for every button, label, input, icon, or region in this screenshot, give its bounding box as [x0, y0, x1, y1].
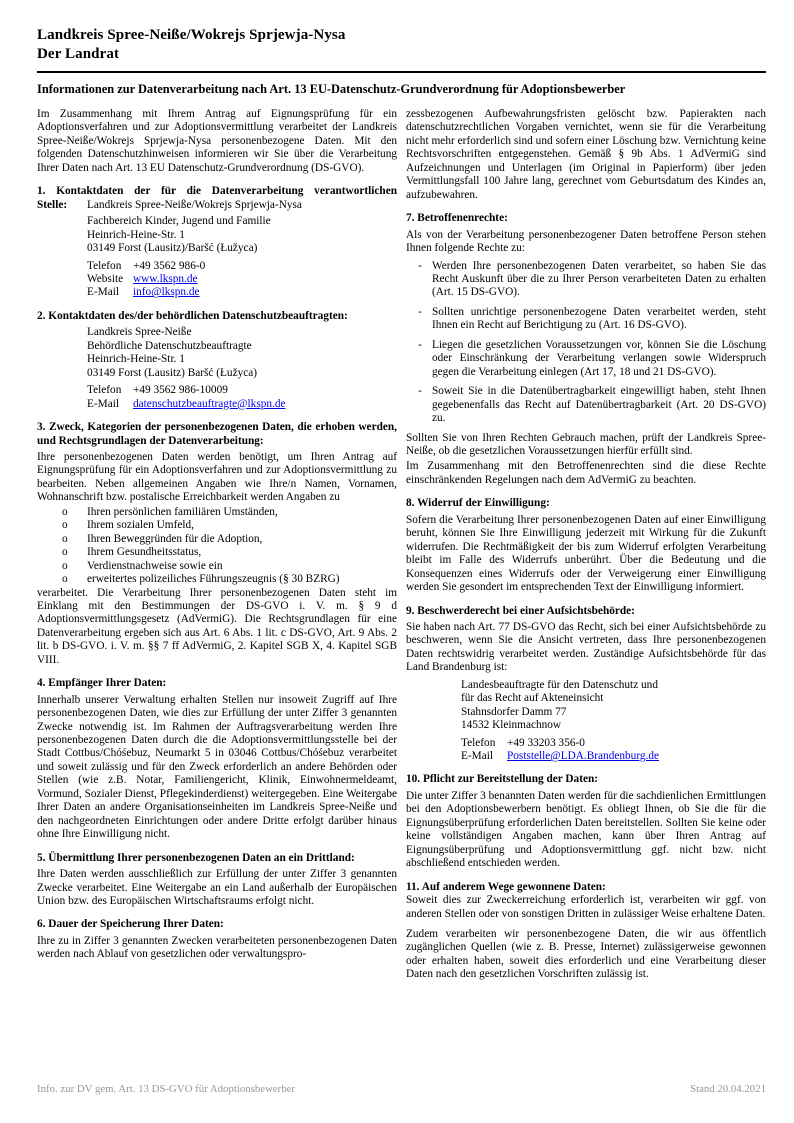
contact-row — [87, 384, 397, 397]
dash-item: - Liegen die gesetzlichen Voraussetzungen vor, können Sie die Löschung oder Einschränkung der Verarbeitung verlangen sowie Widerspruch gegen die Verarbeitung einlegen (Art 17, 18 und 21 DS-GVO). — [418, 338, 766, 378]
lda-email-link[interactable]: Poststelle@LDA.Brandenburg.de — [507, 750, 660, 763]
responsible-office-row — [37, 199, 397, 212]
address-line: Heinrich-Heine-Str. 1 — [87, 228, 185, 241]
bullet-item: o Ihrem Gesundheitsstatus, — [62, 546, 202, 559]
email-label: E-Mail — [87, 286, 119, 299]
section-9-paragraph: Sie haben nach Art. 77 DS-GVO das Recht, sich bei einer Aufsichtsbehörde zu beschweren, wenn Sie die Ansicht vertreten, dass Ihre personenbezogenen Daten rechtswidrig verarbeitet werden. Zuständige Aufsichtsbehörde für das Land Brandenburg ist: — [406, 620, 766, 674]
section-1-heading: 1. Kontaktdaten der für die Datenverarbeitung verantwortlichen — [37, 185, 397, 198]
address-line: Landkreis Spree-Neiße — [87, 326, 192, 339]
phone-label: Telefon — [87, 384, 122, 397]
section-7-rights-list — [406, 260, 766, 426]
authority-name: Landkreis Spree-Neiße/Wokrejs Sprjewja-Nysa — [37, 27, 346, 43]
section-3-paragraph: Ihre personenbezogenen Daten werden benötigt, um Ihren Antrag auf Eignungsprüfung für ein Adoptionsverfahren und zur Adoptionsvermittlung zu bearbeiten. Neben allgemeinen Angaben wie Ihre/n Namen, Vornamen, Wohnanschrift bzw. postalische Erreichbarkeit werden Angaben zu — [37, 450, 397, 504]
section-11-paragraph: Soweit dies zur Zweckerreichung erforderlich ist, verarbeiten wir ggf. von anderen Stellen oder von sonstigen Dritten in zulässiger Weise erhaltene Daten. — [406, 894, 766, 920]
phone-label: Telefon — [461, 736, 496, 749]
footer-document-label: Info. zur DV gem. Art. 13 DS-GVO für Adoptionsbewerber — [37, 1083, 295, 1095]
address-line: Heinrich-Heine-Str. 1 — [87, 353, 185, 366]
website-label: Website — [87, 272, 124, 285]
section-2-address — [87, 326, 397, 380]
intro-paragraph: Im Zusammenhang mit Ihrem Antrag auf Eignungsprüfung für ein Adoptionsverfahren und zur Adoptionsvermittlung verarbeitet der Landkreis Spree-Neiße/Wokrejs Sprjewja-Nysa personenbezogene Daten. Mit den folgenden Datenschutzhinweisen informieren wir Sie über die Verarbeitung Ihrer Daten nach Art. 13 EU Datenschutz-Grundverordnung (DS-GVO). — [37, 108, 397, 174]
section-7-paragraph: Sollten Sie von Ihren Rechten Gebrauch machen, prüft der Landkreis Spree-Neiße, ob die gesetzlichen Voraussetzungen hierfür erfüllt sind. — [406, 431, 766, 457]
section-2-contacts — [87, 384, 397, 411]
page-footer — [37, 1083, 766, 1095]
phone-label: Telefon — [87, 259, 122, 272]
header-rule — [37, 71, 766, 73]
left-column — [37, 108, 397, 989]
dpo-email-link[interactable]: datenschutzbeauftragte@lkspn.de — [133, 397, 286, 410]
section-3-heading: 3. Zweck, Kategorien der personenbezogenen Daten, die erhoben werden, und Rechtsgrundlagen der Datenverarbeitung: — [37, 421, 397, 447]
email-label: E-Mail — [461, 750, 493, 763]
dash-item: - Sollten unrichtige personenbezogene Daten verarbeitet werden, steht Ihnen ein Recht auf Berichtigung zu (Art. 16 DS-GVO). — [418, 305, 766, 332]
section-2-heading: 2. Kontaktdaten des/der behördlichen Datenschutzbeauftragten: — [37, 309, 348, 322]
contact-row — [87, 273, 397, 286]
dash-item: - Werden Ihre personenbezogenen Daten verarbeitet, so haben Sie das Recht Auskunft über die zu Ihrer Person verarbeiteten Daten zu erhalten (Art. 15 DS-GVO). — [418, 259, 766, 299]
address-line: 14532 Kleinmachnow — [461, 719, 562, 732]
right-column — [406, 108, 766, 989]
section-8-heading: 8. Widerruf der Einwilligung: — [406, 497, 550, 510]
section-3-bullet-list — [37, 506, 397, 587]
address-line: für das Recht auf Akteneinsicht — [461, 692, 604, 705]
section-8-paragraph: Sofern die Verarbeitung Ihrer personenbezogenen Daten auf einer Einwilligung beruht, können Sie Ihre Einwilligung jederzeit mit Wirkung für die Zukunft widerrufen. Die Rechtmäßigkeit der bis zum Widerruf erfolgten Verarbeitung bleibt im Falle des Widerrufs unberührt. Über die Bedeutung und die Konsequenzen eines Widerrufs oder der Verweigerung einer Einwilligung werden Sie gesondert im entsprechenden Text der Einwilligung informiert. — [406, 513, 766, 594]
bullet-item: o Ihren persönlichen familiären Umständen, — [62, 505, 278, 518]
dash-marker: - — [418, 338, 422, 351]
email-label: E-Mail — [87, 397, 119, 410]
section-11-paragraph: Zudem verarbeiten wir personenbezogene Daten, die wir aus öffentlich zugänglichen Quellen (wie z. B. Presse, Internet) zulässigerweise gewonnen oder erhalten haben, soweit dies erforderlich und eine Verarbeitung dieser Daten nach den gesetzlichen Vorschriften zulässig ist. — [406, 928, 766, 981]
section-10-heading: 10. Pflicht zur Bereitstellung der Daten: — [406, 773, 599, 786]
phone-value: +49 33203 356-0 — [507, 736, 585, 749]
section-7-paragraph: Als von der Verarbeitung personenbezogener Daten betroffene Person stehen Ihnen folgende Rechte zu: — [406, 228, 766, 255]
address-line: Stahnsdorfer Damm 77 — [461, 705, 567, 718]
circle-bullet-marker: o — [62, 573, 68, 586]
bullet-item: o Verdienstnachweise sowie ein — [62, 559, 223, 572]
circle-bullet-marker: o — [62, 559, 68, 572]
address-line: 03149 Forst (Lausitz)/Baršć (Łužyca) — [87, 242, 258, 255]
supervisory-authority-address — [461, 679, 766, 733]
website-link[interactable]: www.lkspn.de — [133, 272, 198, 285]
section-7-paragraph: Im Zusammenhang mit den Betroffenenrechten sind die diese Rechte einschränkenden Regelungen nach dem AdVermiG zu beachten. — [406, 460, 766, 486]
contact-row — [461, 737, 766, 750]
contact-row — [87, 260, 397, 273]
section-1-contacts — [87, 260, 397, 300]
section-10-paragraph: Die unter Ziffer 3 benannten Daten werden für die sachdienlichen Ermittlungen bei den Adoptionsbewerbern benötigt. Es obliegt Ihnen, ob Sie die für die Eignungsüberprüfung erforderlichen Daten bereitstellen. Sollten Sie keine oder keine vollständigen Angaben machen, kann über Ihren Antrag auf Eignungsüberprüfung und Adoptionsvermittlung ggf. nicht bzw. nicht abschließend entschieden werden. — [406, 789, 766, 870]
contact-row — [461, 750, 766, 763]
dash-item: - Soweit Sie in die Datenübertragbarkeit eingewilligt haben, steht Ihnen gegebenenfalls das Recht auf Datenübertragbarkeit (Art. 20 DS-GVO) zu. — [418, 385, 766, 425]
dash-marker: - — [418, 305, 422, 318]
dash-marker: - — [418, 259, 422, 272]
circle-bullet-marker: o — [62, 519, 68, 532]
two-column-body — [37, 108, 766, 989]
circle-bullet-marker: o — [62, 532, 68, 545]
section-9-heading: 9. Beschwerderecht bei einer Aufsichtsbehörde: — [406, 604, 635, 617]
contact-row — [87, 398, 397, 411]
office-name: Der Landrat — [37, 46, 120, 62]
section-4-paragraph: Innerhalb unserer Verwaltung erhalten Stellen nur insoweit Zugriff auf Ihre personenbezogenen Daten, wie dies zur Erfüllung der unter Ziffer 3 genannten Zwecke notwendig ist. Im Rahmen der Auftragsverarbeitung werden Ihre personenbezogenen Daten durch die die Adoptionsvermittlungsstelle bei der Stadt Cottbus/Chóśebuz, Neumarkt 5 in 03046 Cottbus/Chóśebuz verarbeitet und soweit zulässig und für den Zweck erforderlich an andere Behörden oder Stellen (wie z.B. Notar, Familiengericht, Klinik, Einwohnermeldeamt, Vormund, Sozialer Dienst, Pflegekinderdienst) weitergegeben. Eine Weitergabe Ihrer Daten an andere Organisationseinheiten im Landkreis Spree-Neiße und den nachgeordneten Einrichtungen oder andere Dritte erfolgt darüber hinaus ohne Ihre Einwilligung nicht. — [37, 693, 397, 841]
section-6-paragraph: Ihre zu in Ziffer 3 genannten Zwecken verarbeiteten personenbezogenen Daten werden nach Ablauf von gesetzlichen oder verwaltungspro- — [37, 934, 397, 961]
section-6-heading: 6. Dauer der Speicherung Ihrer Daten: — [37, 918, 224, 931]
phone-value: +49 3562 986-0 — [133, 259, 206, 272]
address-line: 03149 Forst (Lausitz) Baršć (Łužyca) — [87, 366, 258, 379]
dash-marker: - — [418, 385, 422, 398]
phone-value: +49 3562 986-10009 — [133, 384, 228, 397]
document-title: Informationen zur Datenverarbeitung nach Art. 13 EU-Datenschutz-Grundverordnung für Adoptionsbewerber — [37, 82, 626, 96]
circle-bullet-marker: o — [62, 546, 68, 559]
section-4-heading: 4. Empfänger Ihrer Daten: — [37, 677, 167, 690]
bullet-item: o Ihren Beweggründen für die Adoption, — [62, 532, 263, 545]
section-11-heading: 11. Auf anderem Wege gewonnene Daten: — [406, 880, 606, 893]
stelle-label: Stelle: — [37, 198, 68, 211]
circle-bullet-marker: o — [62, 505, 68, 518]
address-line: Fachbereich Kinder, Jugend und Familie — [87, 215, 271, 228]
section-3-paragraph: verarbeitet. Die Verarbeitung Ihrer personenbezogenen Daten steht im Einklang mit den Bestimmungen der DS-GVO i. V. m. § 9 d Adoptionsvermittlungsgesetz (AdVermiG). Die Rechtsgrundlagen für eine Datenverarbeitung ergeben sich aus Art. 6 Abs. 1 lit. c DS-GVO, Art. 9 Abs. 2 lit. b DS-GVO. i. V. m. §§ 7 ff AdVermiG, 2. Kapitel SGB X, 4. Kapitel SGB VIII. — [37, 586, 397, 666]
section-7-heading: 7. Betroffenenrechte: — [406, 212, 508, 225]
email-link[interactable]: info@lkspn.de — [133, 286, 200, 299]
bullet-item: o erweitertes polizeiliches Führungszeugnis (§ 30 BZRG) — [62, 573, 340, 586]
bullet-item: o Ihrem sozialen Umfeld, — [62, 519, 194, 532]
footer-version-date: Stand 20.04.2021 — [690, 1083, 766, 1095]
address-line: Landesbeauftragte für den Datenschutz und — [461, 678, 658, 691]
section-5-paragraph: Ihre Daten werden ausschließlich zur Erfüllung der unter Ziffer 3 genannten Zwecke verarbeitet. Eine Weitergabe an ein Land außerhalb der Europäischen Union bzw. des Europäischen Wirtschaftsraums erfolgt nicht. — [37, 868, 397, 908]
stelle-value: Landkreis Spree-Neiße/Wokrejs Sprjewja-Nysa — [87, 198, 302, 211]
section-5-heading: 5. Übermittlung Ihrer personenbezogenen Daten an ein Drittland: — [37, 851, 355, 864]
contact-row — [87, 286, 397, 299]
section-1-address — [87, 215, 397, 255]
continuation-paragraph: zessbezogenen Aufbewahrungsfristen gelöscht bzw. Papierakten nach datenschutzrechtlichen Vorgaben vernichtet, wenn sie für die Verarbeitung nicht mehr erforderlich sind und sofern einer Löschung bzw. Vernichtung keine Rechtsvorschriften entgegenstehen. Gemäß § 9b Abs. 1 AdVermiG sind Aufzeichnungen und Unterlagen (im Original in Papierform) über jeden Vermittlungsfall 100 Jahre lang, gerechnet vom Geburtsdatum des Kindes an, aufzubewahren. — [406, 108, 766, 201]
section-9-contacts — [461, 737, 766, 764]
address-line: Behördliche Datenschutzbeauftragte — [87, 339, 252, 352]
